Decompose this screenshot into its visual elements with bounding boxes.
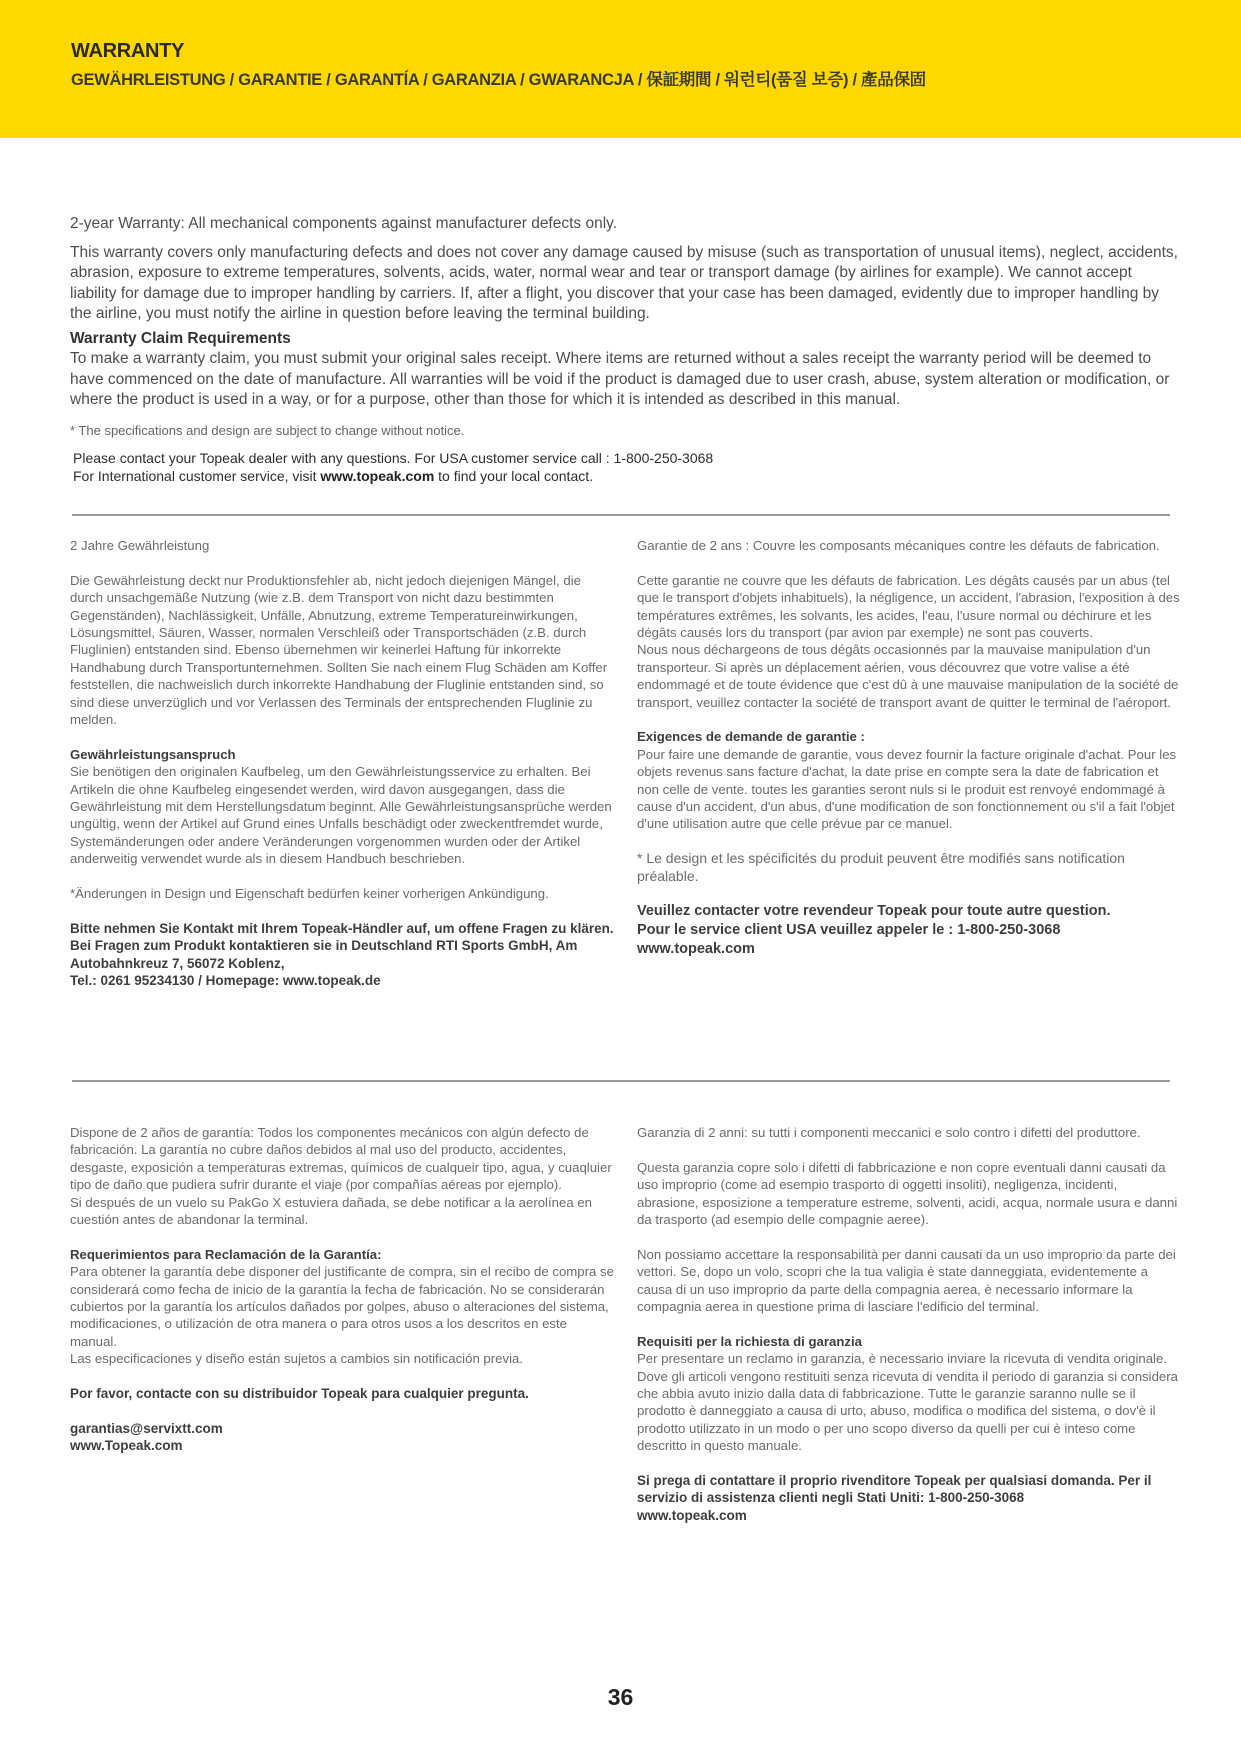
english-claim-text: To make a warranty claim, you must submit your original sales receipt. Where items are returned without a sales receipt the warranty period will be deemed to have commenced on the date of manufacture. All warranties will be void if the product is damaged due to user crash, abuse, system alteration or modification, or where the product is used in a way, or for a purpose, other than those for which it is intended as described in this manual. <box>70 350 1170 408</box>
french-coverage: Cette garantie ne couvre que les défauts de fabrication. Les dégâts causés par un abus (tel que le transport d'objets inhabituels), la négligence, un accident, l'abrasion, l'exposition à des températures extrêmes, les solvants, les acides, l'eau, l'usure normal ou déchirure et les dégâts causés lors du transport (par avion par exemple) ne sont pas couverts. <box>637 572 1180 641</box>
italian-intro: Garanzia di 2 anni: su tutti i componenti meccanici e solo contro i difetti del produttore. <box>637 1125 1141 1140</box>
italian-warranty-section <box>637 1124 1182 1524</box>
spanish-spec-note: Las especificaciones y diseño están sujetos a cambios sin notificación previa. <box>70 1351 524 1367</box>
spanish-coverage: Dispone de 2 años de garantía: Todos los componentes mecánicos con algún defecto de fabricación. La garantía no cubre daños debidos al mal uso del producto, accidentes, desgaste, exposición a temperaturas extremas, químicos de cualqueir tipo, agua, y cuaqluier tipo de daño que pudiera sufrir durante el viaje (por compañías aéreas por ejemplo). <box>70 1125 612 1193</box>
page-subtitle-languages: GEWÄHRLEISTUNG / GARANTIE / GARANTÍA / GARANZIA / GWARANCJA / 保証期間 / 워런티(품질 보증) / 產品保固 <box>71 71 926 89</box>
english-intro: 2-year Warranty: All mechanical components against manufacturer defects only. <box>70 215 618 232</box>
spanish-contact-web[interactable]: www.Topeak.com <box>70 1438 183 1454</box>
french-claim-text: Pour faire une demande de garantie, vous devez fournir la facture originale d'achat. Pour les objets revenus sans facture d'achat, la date prise en compte sera la date de fabrication et non celle de vente. toutes les garanties seront nuls si le produit est renvoyé endommagé à cause d'un accident, d'un abus, d'une modification de son fonctionnement ou s'il a fait l'objet d'une utilisation autre que celle prévue par ce manuel. <box>637 746 1177 832</box>
german-warranty-section <box>70 537 615 990</box>
french-claim-heading: Exigences de demande de garantie : <box>637 729 865 745</box>
english-contact-line: Please contact your Topeak dealer with any questions. For USA customer service call : 1-800-250-3068 <box>73 450 714 466</box>
italian-contact-web[interactable]: www.topeak.com <box>637 1507 747 1523</box>
german-coverage: Die Gewährleistung deckt nur Produktionsfehler ab, nicht jedoch diejenigen Mängel, die durch unsachgemäße Nutzung (wie z.B. dem Transport von nicht dazu bestimmten Gegenständen), Nachlässigkeit, Unfälle, Abnutzung, extreme Temperatureinwirkungen, Lösungsmittel, Säuren, Wasser, normalen Verschleiß oder Transportschäden (z.B. durch Fluglinien) entstanden sind. Ebenso übernehmen wir keinerlei Haftung für inkorrekte Handhabung durch Transportunternehmen. Sollten Sie nach einem Flug Schäden am Koffer feststellen, die nachweislich durch inkorrekte Handhabung der Fluglinie entstanden sind, so sind diese unverzüglich und vor Verlassen des Terminals der entsprechenden Fluglinie zu melden. <box>70 572 608 728</box>
english-claim-heading: Warranty Claim Requirements <box>70 329 291 347</box>
header-banner <box>0 0 1241 138</box>
german-contact-phone-web: Tel.: 0261 95234130 / Homepage: www.topeak.de <box>70 973 381 989</box>
italian-claim-heading: Requisiti per la richiesta di garanzia <box>637 1333 862 1349</box>
german-contact-block <box>70 920 615 990</box>
french-contact-web[interactable]: www.topeak.com <box>637 941 755 958</box>
page-title: WARRANTY <box>71 40 185 62</box>
english-contact-line-international <box>73 467 1180 485</box>
section-divider <box>72 514 1170 516</box>
english-contact-prefix: For International customer service, visit <box>73 468 321 484</box>
topeak-website-link[interactable]: www.topeak.com <box>320 468 435 484</box>
italian-coverage: Questa garanzia copre solo i difetti di fabbricazione e non copre eventuali danni causati da uso improprio (come ad esempio trasporto di oggetti insoliti), negligenza, incidenti, abrasione, esposizione a temperature estreme, solventi, acidi, acqua, normale usura e danni da trasporto (ad esempio delle compagnie aeree). <box>637 1159 1178 1228</box>
german-intro: 2 Jahre Gewährleistung <box>70 538 210 553</box>
section-divider <box>72 1080 1170 1082</box>
italian-carrier: Non possiamo accettare la responsabilità per danni causati da un uso improprio da parte dei vettori. Se, dopo un volo, scopri che la tua valigia è state danneggiata, evidentemente a causa di un uso improprio da parte della compagnia aerea, è necessario informare la compagnia aerea in questione prima di lasciare l'edificio del terminal. <box>637 1246 1176 1315</box>
english-coverage: This warranty covers only manufacturing defects and does not cover any damage caused by misuse (such as transportation of unusual items), neglect, accidents, abrasion, exposure to extreme temperatures, solvents, acids, water, normal wear and tear or transport damage (by airlines for example). We cannot accept liability for damage due to improper handling by carriers. If, after a flight, you discover that your case has been damaged, evidently due to improper handling by the airline, you must notify the airline in question before leaving the terminal building. <box>70 243 1178 322</box>
french-contact-block <box>637 902 1182 959</box>
italian-claim-text: Per presentare un reclamo in garanzia, è necessario inviare la ricevuta di vendita originale. Dove gli articoli vengono restituiti senza ricevuta di vendita il periodo di garanzia si considera che abbia avuto inizio dalla data di fabbricazione. Tutte le garanzie saranno nulle se il prodotto è danneggiato a causa di urto, abuso, modifica o modifica del sistema, o dov'è il prodotto utilizzato in un modo o per uno scopo diverso da quelli per cui è inteso come descritto in questo manuale. <box>637 1351 1178 1454</box>
italian-contact-block <box>637 1472 1182 1524</box>
english-contact-suffix: to find your local contact. <box>434 468 594 484</box>
english-spec-note: * The specifications and design are subject to change without notice. <box>70 422 465 438</box>
spanish-claim-text: Para obtener la garantía debe disponer del justificante de compra, sin el recibo de compra se considerará como fecha de inicio de la garantía la fecha de fabricación. No se considerarán cubiertos por la garantía los artículos dañados por golpes, abuso o alteraciones del sistema, modificaciones, o utilización de otra manera o para otros usos a los descritos en este manual. <box>70 1264 614 1349</box>
german-claim-heading: Gewährleistungsanspruch <box>70 746 236 762</box>
german-claim-text: Sie benötigen den originalen Kaufbeleg, um den Gewährleistungsservice zu erhalten. Bei Artikeln die ohne Kaufbeleg eingesendet werden, wird davon ausgegangen, dass die Gewährleistung mit dem Herstellungsdatum beginnt. Alle Gewährleistungsansprüche werden ungültig, wenn der Artikel auf Grund eines Unfalls beschädigt oder zweckentfremdet wurde, Systemänderungen oder andere Veränderungen vorgenommen wurden oder der Artikel anderweitig verwendet wurde als in diesem Handbuch beschrieben. <box>70 764 612 867</box>
page-number: 36 <box>607 1684 634 1710</box>
french-warranty-section <box>637 537 1182 959</box>
english-warranty-section <box>70 214 1180 485</box>
french-carrier: Nous nous déchargeons de tous dégâts occasionnés par la mauvaise manipulation d'un transporteur. Si après un déplacement aérien, vous découvrez que votre valise a été endommagé et de toute évidence que c'est dû à une mauvaise manipulation de la société de transport, veuillez contacter la société de transport avant de quitter le terminal de l'aéroport. <box>637 642 1179 710</box>
french-contact-line: Veuillez contacter votre revendeur Topeak pour toute autre question. <box>637 903 1111 920</box>
german-spec-note: *Änderungen in Design und Eigenschaft bedürfen keiner vorherigen Ankündigung. <box>70 886 549 902</box>
french-spec-note: * Le design et les spécificités du produit peuvent être modifiés sans notification préalable. <box>637 850 1125 884</box>
english-contact-block <box>70 449 1180 485</box>
spanish-contact-block <box>70 1420 615 1455</box>
french-contact-phone: Pour le service client USA veuillez appeler le : 1-800-250-3068 <box>637 922 1061 939</box>
spanish-carrier: Si después de un vuelo su PakGo X estuviera dañada, se debe notificar a la aerolínea en cuestión antes de abandonar la terminal. <box>70 1194 592 1228</box>
italian-contact-line: Si prega di contattare il proprio rivenditore Topeak per qualsiasi domanda. Per il servizio di assistenza clienti negli Stati Uniti: 1-800-250-3068 <box>637 1473 1152 1506</box>
spanish-warranty-section <box>70 1124 615 1455</box>
spanish-contact-email[interactable]: garantias@servixtt.com <box>70 1420 223 1436</box>
german-contact-line: Bitte nehmen Sie Kontakt mit Ihrem Topeak-Händler auf, um offene Fragen zu klären. Bei Fragen zum Produkt kontaktieren sie in Deutschland RTI Sports GmbH, Am Autobahnkreuz 7, 56072 Koblenz, <box>70 920 614 971</box>
spanish-claim-heading: Requerimientos para Reclamación de la Garantía: <box>70 1246 382 1262</box>
spanish-contact-question: Por favor, contacte con su distribuidor Topeak para cualquier pregunta. <box>70 1386 529 1402</box>
french-intro: Garantie de 2 ans : Couvre les composants mécaniques contre les défauts de fabrication. <box>637 538 1160 553</box>
